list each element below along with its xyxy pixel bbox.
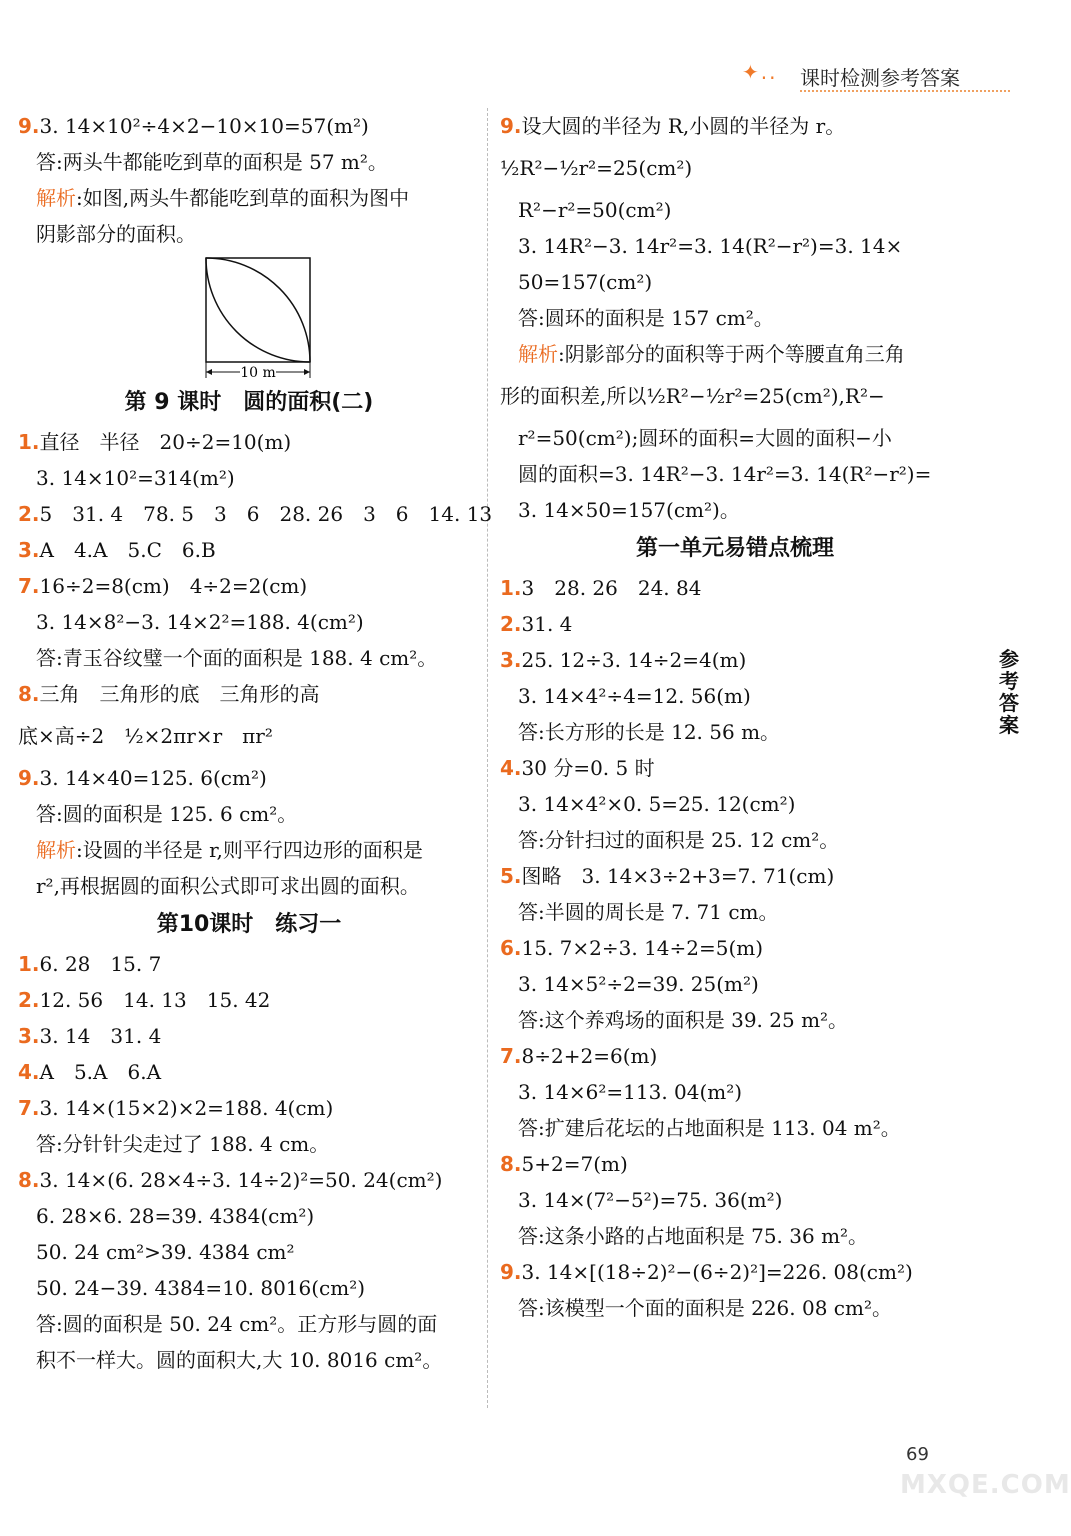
answer-line (500, 1218, 970, 1254)
answer-text: 答:分针扫过的面积是 25. 12 cm²。 (518, 828, 840, 852)
watermark-logo: MXQE.COM (900, 1470, 1071, 1500)
question-number: 1. (18, 430, 40, 454)
answer-text: A 4.A 5.C 6.B (39, 538, 216, 562)
right-top-block (500, 108, 970, 528)
right-column (500, 108, 970, 1326)
question-number: 9. (18, 114, 40, 138)
answer-line (18, 180, 480, 216)
answer-text: 三角 三角形的底 三角形的高 (39, 682, 320, 706)
answer-line (500, 492, 970, 528)
answer-text: 3. 14×10²=314(m²) (36, 466, 235, 490)
answer-text: 形的面积差,所以½R²−½r²=25(cm²),R²− (500, 384, 885, 408)
answer-line (18, 1234, 480, 1270)
answer-line (500, 1110, 970, 1146)
answer-line (18, 108, 480, 144)
answer-text: 3. 14×4²÷4=12. 56(m) (518, 684, 751, 708)
answer-line (18, 216, 480, 252)
answer-text: 5+2=7(m) (521, 1152, 628, 1176)
answer-line (500, 1038, 970, 1074)
question-number: 1. (500, 576, 522, 600)
answer-line (500, 336, 970, 372)
answer-text: 15. 7×2÷3. 14÷2=5(m) (521, 936, 764, 960)
answer-line (500, 858, 970, 894)
left-top-block (18, 108, 480, 252)
answer-text: 答:圆环的面积是 157 cm²。 (518, 306, 774, 330)
answer-text: 阴影部分的面积。 (36, 222, 196, 246)
lens-diagram (18, 252, 480, 382)
answer-line (18, 496, 493, 532)
page-header (742, 58, 982, 92)
question-number: 8. (18, 1168, 40, 1192)
answer-text: A 5.A 6.A (39, 1060, 162, 1084)
answer-line (18, 424, 480, 460)
section-title-lesson9: 第 9 课时 圆的面积(二) (124, 390, 374, 415)
left-column (18, 108, 493, 1378)
answer-text: 3. 14×40=125. 6(cm²) (39, 766, 267, 790)
answer-line (500, 300, 970, 336)
answer-text: 8÷2+2=6(m) (521, 1044, 658, 1068)
question-number: 7. (500, 1044, 522, 1068)
answer-line (18, 1162, 480, 1198)
answer-text: 答:两头牛都能吃到草的面积是 57 m²。 (36, 150, 388, 174)
answer-text: 6. 28 15. 7 (39, 952, 162, 976)
answer-text: :阴影部分的面积等于两个等腰直角三角 (558, 342, 905, 366)
answer-text: 3. 14×5²÷2=39. 25(m²) (518, 972, 759, 996)
answer-text: 50=157(cm²) (518, 270, 653, 294)
answer-text: r²=50(cm²);圆环的面积=大圆的面积−小 (518, 426, 892, 450)
answer-line (500, 1074, 970, 1110)
question-number: 7. (18, 574, 40, 598)
answer-text: 3. 14R²−3. 14r²=3. 14(R²−r²)=3. 14× (518, 234, 903, 258)
question-number: 1. (18, 952, 40, 976)
answer-text: 30 分=0. 5 时 (521, 756, 655, 780)
answer-line (18, 946, 480, 982)
page-number: 69 (906, 1444, 929, 1465)
answer-line (18, 796, 480, 832)
answer-text: 3. 14×4²×0. 5=25. 12(cm²) (518, 792, 796, 816)
answer-text: 3. 14×10²÷4×2−10×10=57(m²) (39, 114, 369, 138)
header-underline (800, 90, 1010, 92)
answer-line (500, 750, 970, 786)
answer-text: 50. 24−39. 4384=10. 8016(cm²) (36, 1276, 366, 1300)
answer-text: 积不一样大。圆的面积大,大 10. 8016 cm²。 (36, 1348, 443, 1372)
answer-line (18, 1018, 480, 1054)
answer-line (18, 1270, 480, 1306)
answer-text: 直径 半径 20÷2=10(m) (39, 430, 292, 454)
analysis-label: 解析 (518, 342, 558, 366)
answer-text: r²,再根据圆的面积公式即可求出圆的面积。 (36, 874, 420, 898)
analysis-label: 解析 (36, 838, 76, 862)
answer-text: 50. 24 cm²>39. 4384 cm² (36, 1240, 295, 1264)
answer-line (18, 568, 480, 604)
question-number: 9. (500, 114, 522, 138)
answer-line (500, 1254, 970, 1290)
answer-text: 3. 14×(6. 28×4÷3. 14÷2)²=50. 24(cm²) (39, 1168, 443, 1192)
answer-text: 6. 28×6. 28=39. 4384(cm²) (36, 1204, 315, 1228)
dimension-label: 10 m (240, 365, 276, 381)
answer-text: 答:这个养鸡场的面积是 39. 25 m²。 (518, 1008, 849, 1032)
analysis-label: 解析 (36, 186, 76, 210)
answer-text: 底×高÷2 ½×2πr×r πr² (18, 724, 273, 748)
answer-text: 答:青玉谷纹璧一个面的面积是 188. 4 cm²。 (36, 646, 438, 670)
answer-line (500, 108, 970, 144)
answer-line (500, 894, 970, 930)
answer-text: 3 28. 26 24. 84 (521, 576, 702, 600)
answer-text: 25. 12÷3. 14÷2=4(m) (521, 648, 747, 672)
question-number: 8. (500, 1152, 522, 1176)
answer-line (500, 570, 970, 606)
answer-text: 3. 14×8²−3. 14×2²=188. 4(cm²) (36, 610, 364, 634)
question-number: 3. (500, 648, 522, 672)
question-number: 4. (500, 756, 522, 780)
side-tab-label: 参考答案 (999, 647, 1019, 737)
answer-line (18, 676, 480, 712)
answer-line (18, 460, 480, 496)
question-number: 3. (18, 1024, 40, 1048)
section-title-unit1-errors: 第一单元易错点梳理 (635, 536, 834, 561)
answer-line (500, 420, 970, 456)
answer-text: 3. 14 31. 4 (39, 1024, 162, 1048)
answer-line (18, 604, 480, 640)
question-number: 9. (18, 766, 40, 790)
header-title: 课时检测参考答案 (800, 66, 960, 90)
answer-line (18, 760, 480, 796)
answer-line (500, 372, 970, 420)
lesson9-answers (18, 424, 493, 904)
answer-line (500, 144, 970, 192)
question-number: 4. (18, 1060, 40, 1084)
answer-line (500, 1146, 970, 1182)
answer-text: 5 31. 4 78. 5 3 6 28. 26 3 6 14. 13 (39, 502, 493, 526)
answer-line (500, 678, 970, 714)
section-title-lesson10: 第10课时 练习一 (156, 912, 342, 937)
answer-line (18, 1090, 480, 1126)
question-number: 2. (500, 612, 522, 636)
answer-text: 答:分针针尖走过了 188. 4 cm。 (36, 1132, 330, 1156)
answer-text: 答:圆的面积是 125. 6 cm²。 (36, 802, 298, 826)
answer-line (18, 1126, 480, 1162)
answer-line (18, 712, 480, 760)
answer-line (500, 642, 970, 678)
answer-line (500, 1002, 970, 1038)
answer-line (500, 822, 970, 858)
answer-text: 16÷2=8(cm) 4÷2=2(cm) (39, 574, 308, 598)
question-number: 5. (500, 864, 522, 888)
question-number: 7. (18, 1096, 40, 1120)
answer-text: 圆的面积=3. 14R²−3. 14r²=3. 14(R²−r²)= (518, 462, 932, 486)
answer-text: 答:长方形的长是 12. 56 m。 (518, 720, 781, 744)
star-icon: ✦.. (742, 60, 778, 84)
question-number: 9. (500, 1260, 522, 1284)
square-lens-figure (202, 256, 314, 380)
answer-line (500, 930, 970, 966)
answer-line (18, 1198, 480, 1234)
answer-line (500, 786, 970, 822)
lesson10-answers (18, 946, 480, 1378)
answer-line (500, 966, 970, 1002)
answer-text: 答:扩建后花坛的占地面积是 113. 04 m²。 (518, 1116, 901, 1140)
answer-text: 3. 14×6²=113. 04(m²) (518, 1080, 743, 1104)
question-number: 6. (500, 936, 522, 960)
answer-line (18, 1054, 480, 1090)
answer-text: 图略 3. 14×3÷2+3=7. 71(cm) (521, 864, 835, 888)
answer-text: 31. 4 (521, 612, 573, 636)
answer-text: 设大圆的半径为 R,小圆的半径为 r。 (521, 114, 846, 138)
answer-text: :设圆的半径是 r,则平行四边形的面积是 (76, 838, 423, 862)
answer-line (500, 228, 970, 264)
unit1-error-answers (500, 570, 970, 1326)
question-number: 8. (18, 682, 40, 706)
answer-text: 答:圆的面积是 50. 24 cm²。正方形与圆的面 (36, 1312, 438, 1336)
answer-line (18, 868, 480, 904)
answer-line (18, 640, 480, 676)
answer-text: :如图,两头牛都能吃到草的面积为图中 (76, 186, 410, 210)
answer-line (500, 1290, 970, 1326)
question-number: 3. (18, 538, 40, 562)
answer-line (500, 456, 970, 492)
answer-line (18, 1342, 480, 1378)
answer-line (500, 264, 970, 300)
answer-text: ½R²−½r²=25(cm²) (500, 156, 693, 180)
answer-text: R²−r²=50(cm²) (518, 198, 672, 222)
question-number: 2. (18, 988, 40, 1012)
answer-line (500, 606, 970, 642)
answer-text: 答:这条小路的占地面积是 75. 36 m²。 (518, 1224, 869, 1248)
answer-line (500, 714, 970, 750)
answer-line (18, 144, 480, 180)
answer-line (18, 532, 480, 568)
column-divider (487, 108, 488, 1408)
answer-text: 3. 14×[(18÷2)²−(6÷2)²]=226. 08(cm²) (521, 1260, 913, 1284)
answer-line (18, 1306, 480, 1342)
answer-line (18, 982, 480, 1018)
answer-line (500, 192, 970, 228)
answer-text: 3. 14×(15×2)×2=188. 4(cm) (39, 1096, 334, 1120)
answer-text: 3. 14×(7²−5²)=75. 36(m²) (518, 1188, 783, 1212)
answer-text: 答:该模型一个面的面积是 226. 08 cm²。 (518, 1296, 892, 1320)
answer-line (18, 832, 480, 868)
answer-text: 3. 14×50=157(cm²)。 (518, 498, 740, 522)
answer-text: 12. 56 14. 13 15. 42 (39, 988, 271, 1012)
question-number: 2. (18, 502, 40, 526)
answer-text: 答:半圆的周长是 7. 71 cm。 (518, 900, 779, 924)
answer-line (500, 1182, 970, 1218)
